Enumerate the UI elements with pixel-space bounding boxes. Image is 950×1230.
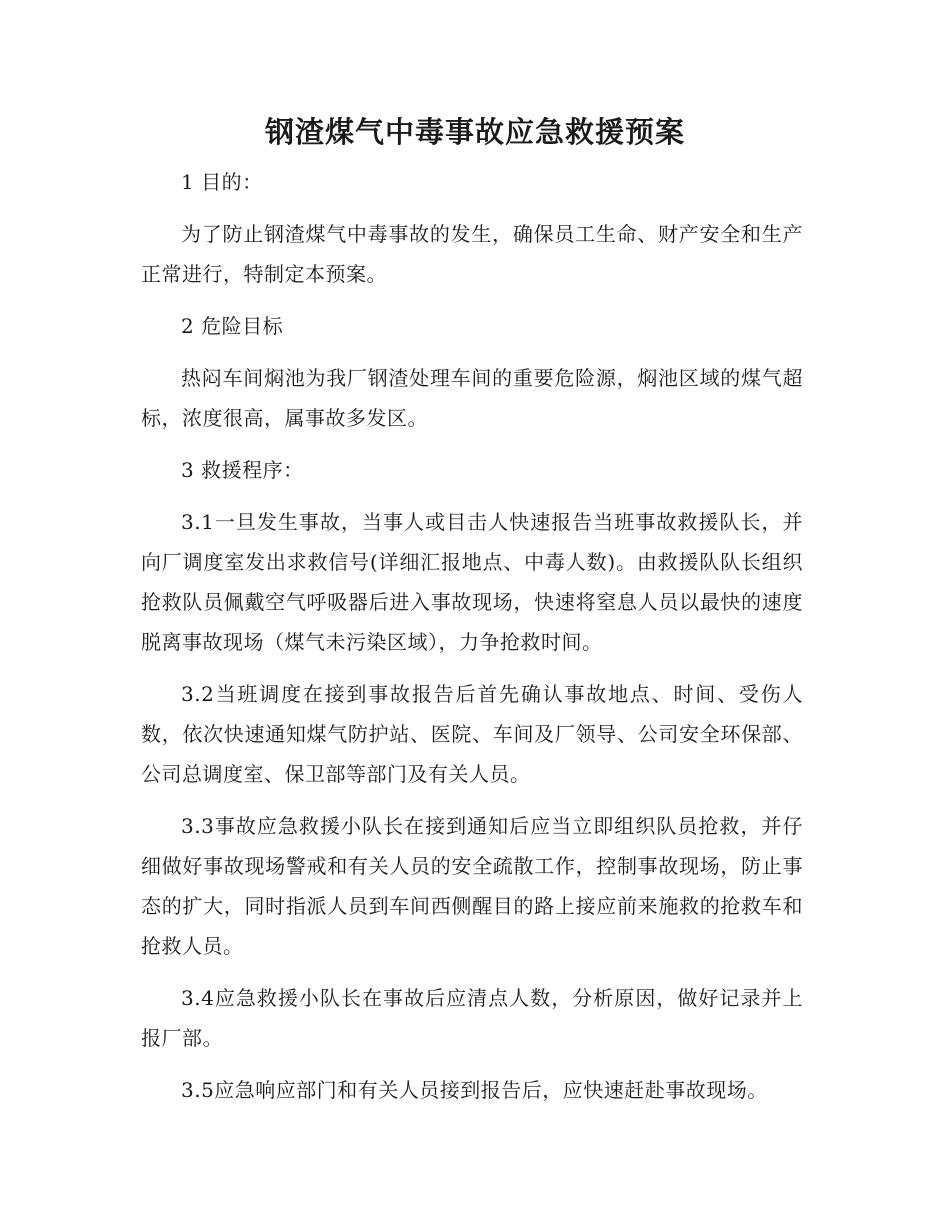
paragraph-hazard: 热闷车间焖池为我厂钢渣处理车间的重要危险源，焖池区域的煤气超标，浓度很高，属事故多发区。 [141,366,803,430]
document-body [141,162,803,1122]
paragraph-step-3-3: 3.3事故应急救援小队长在接到通知后应当立即组织队员抢救，并仔细做好事故现场警戒和有关人员的安全疏散工作，控制事故现场，防止事态的扩大，同时指派人员到车间西侧醒目的路上接应前来施救的抢救车和抢救人员。 [141,814,803,958]
paragraph-step-3-2: 3.2当班调度在接到事故报告后首先确认事故地点、时间、受伤人数，依次快速通知煤气防护站、医院、车间及厂领导、公司安全环保部、公司总调度室、保卫部等部门及有关人员。 [141,682,803,786]
section-heading-purpose: 1 目的： [181,170,263,194]
paragraph-step-3-1: 3.1一旦发生事故，当事人或目击人快速报告当班事故救援队长，并向厂调度室发出求救信号(详细汇报地点、中毒人数)。由救援队队长组织抢救队员佩戴空气呼吸器后进入事故现场，快速将窒息人员以最快的速度脱离事故现场（煤气未污染区域），力争抢救时间。 [141,510,803,654]
paragraph-step-3-4: 3.4应急救援小队长在事故后应清点人数，分析原因，做好记录并上报厂部。 [141,986,803,1050]
document-title: 钢渣煤气中毒事故应急救援预案 [264,115,685,149]
section-heading-procedure: 3 救援程序： [181,458,304,482]
section-heading-hazard: 2 危险目标 [181,314,284,338]
paragraph-step-3-5: 3.5应急响应部门和有关人员接到报告后，应快速赶赴事故现场。 [181,1078,768,1102]
paragraph-purpose: 为了防止钢渣煤气中毒事故的发生，确保员工生命、财产安全和生产正常进行，特制定本预案。 [141,222,803,286]
